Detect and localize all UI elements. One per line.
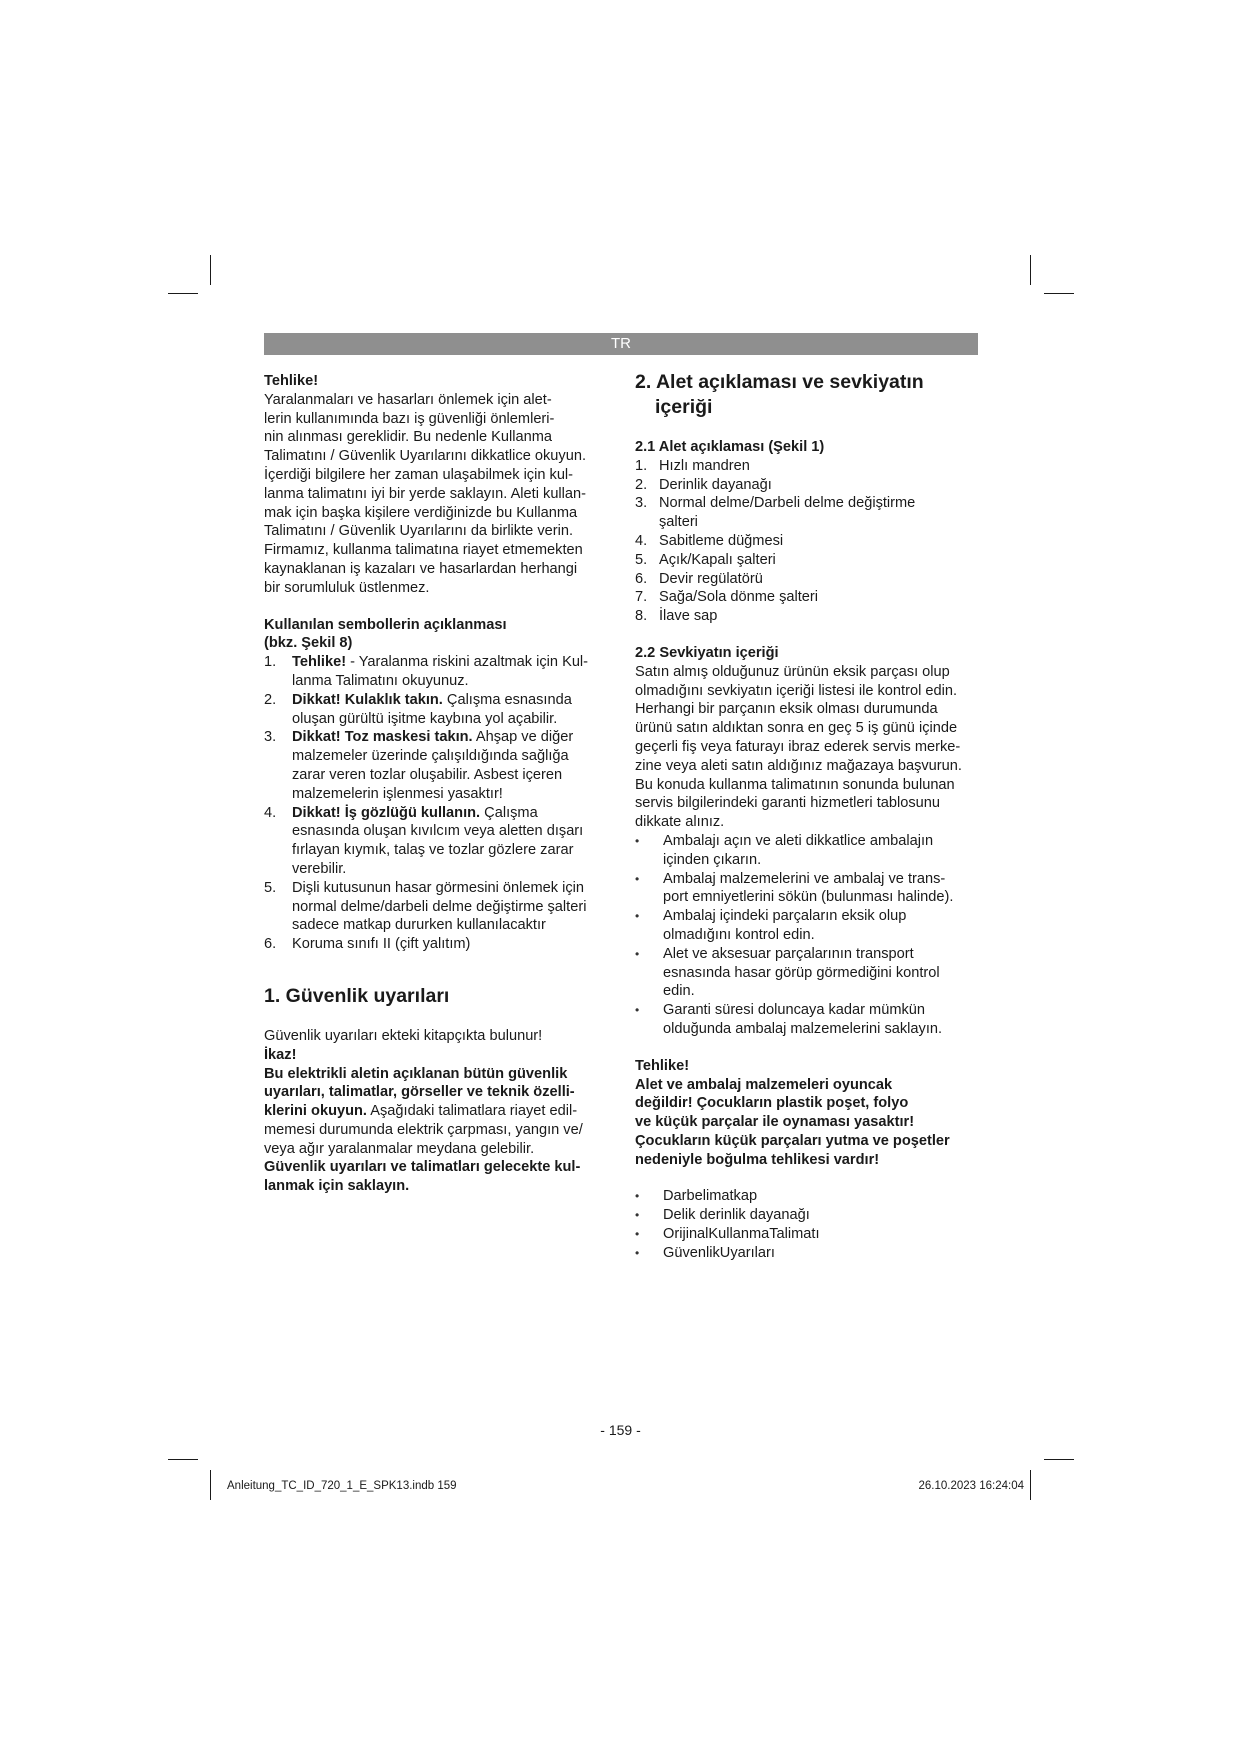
text-line: bir sorumluluk üstlenmez. [264, 579, 430, 596]
crop-mark [210, 255, 211, 285]
file-info: Anleitung_TC_ID_720_1_E_SPK13.indb 159 [227, 1480, 457, 1492]
text-line: lanma talimatını iyi bir yerde saklayın. Aleti kullan- [264, 485, 587, 502]
item-cont: edin. [663, 983, 695, 1000]
language-header: TR [264, 333, 978, 355]
item-text: Ambalajı açın ve aleti dikkatlice ambalajın içinden çıkarın. [663, 832, 934, 868]
item-cont: normal delme/darbeli delme değiştirme şalteri [292, 898, 587, 915]
item-cont: sadece matkap dururken kullanılacaktır [292, 917, 546, 934]
text-line: olmadığını sevkiyatın içeriği listesi ile kontrol edin. [635, 682, 958, 699]
item-text: Sağa/Sola dönme şalteri [659, 589, 819, 606]
item-text: Alet ve aksesuar parçalarının transport esnasında hasar görüp görmediğini kontrol edin. [663, 945, 940, 1000]
text-line: ve küçük parçalar ile oynaması yasaktır! [635, 1114, 915, 1131]
item-rest: Ahşap ve diğer [472, 729, 574, 746]
item-bold: Dikkat! Toz maskesi takın. [292, 729, 473, 746]
item-cont: malzemeler üzerinde çalışıldığında sağlığa [292, 748, 569, 765]
text-line: uyarıları, talimatlar, görseller ve teknik özelli- [264, 1084, 575, 1101]
warning-paragraph [264, 1065, 624, 1159]
item-cont: oluşan gürültü işitme kaybına yol açabilir. [292, 710, 558, 727]
safety-heading: 1. Güvenlik uyarıları [264, 984, 450, 1007]
item-number: 4. [635, 532, 648, 549]
item-number: 6. [635, 570, 648, 587]
description-heading-cont: içeriği [655, 396, 713, 418]
symbol-item [264, 935, 624, 954]
item-text: Derinlik dayanağı [659, 476, 772, 493]
crop-mark [210, 1470, 211, 1500]
item-text: Garanti süresi doluncaya kadar mümkün olduğunda ambalaj malzemelerini saklayın. [663, 1002, 943, 1037]
delivery-subheading: 2.2 Sevkiyatın içeriği [635, 644, 779, 661]
text-line: nedeniyle boğulma tehlikesi vardır! [635, 1151, 880, 1168]
text-line: Talimatını / Güvenlik Uyarılarını da birlikte verin. [264, 523, 574, 540]
symbol-item [264, 879, 624, 935]
danger2-title: Tehlike! [635, 1057, 690, 1074]
text-line: Satın almış olduğunuz ürünün eksik parçası olup [635, 663, 950, 680]
item-number: 3. [264, 729, 277, 746]
danger-title: Tehlike! [264, 373, 319, 389]
part-item [635, 457, 980, 476]
item-number: 2. [635, 476, 648, 493]
item-number: 8. [635, 608, 648, 625]
bullet-icon: • [635, 1227, 640, 1242]
crop-mark [1044, 1459, 1074, 1460]
symbols-subtitle: (bkz. Şekil 8) [264, 635, 353, 652]
item-bold: Tehlike! [292, 654, 347, 671]
delivery-paragraph [635, 663, 980, 832]
warning-label: İkaz! [264, 1046, 297, 1063]
danger2-paragraph [635, 1076, 980, 1170]
delivery-bullets [635, 832, 980, 1039]
print-date: 26.10.2023 16:24:04 [918, 1480, 1024, 1492]
item-text: Ambalaj malzemelerini ve ambalaj ve trans- port emniyetlerini sökün (bulunması halinde). [663, 870, 954, 906]
item-number: 5. [635, 551, 648, 568]
item-cont: verebilir. [292, 860, 347, 877]
bullet-item [635, 832, 980, 870]
symbol-item [264, 691, 624, 729]
item-bold: Dikkat! Kulaklık takın. [292, 691, 443, 708]
bullet-icon: • [635, 1208, 640, 1223]
part-item [635, 476, 980, 495]
bullet-icon: • [635, 833, 640, 848]
crop-mark [168, 1459, 198, 1460]
text-line: Alet ve ambalaj malzemeleri oyuncak [635, 1076, 893, 1093]
crop-mark [1044, 293, 1074, 294]
item-text [292, 653, 624, 691]
item-text: Devir regülatörü [659, 570, 763, 587]
bullet-item [635, 1001, 980, 1039]
text-line: lerin kullanımında bazı iş güvenliği önlemleri- [264, 410, 555, 427]
item-text [292, 691, 624, 729]
item-text: Normal delme/Darbeli delme değiştirme şalteri [659, 495, 916, 531]
item-number: 7. [635, 589, 648, 606]
contents-item [635, 1206, 980, 1225]
right-column [635, 370, 980, 1263]
symbol-item [264, 804, 624, 879]
item-text: İlave sap [659, 608, 718, 625]
item-rest: Koruma sınıfı II (çift yalıtım) [292, 936, 471, 953]
item-text: Delik derinlik dayanağı [663, 1207, 810, 1224]
item-text [292, 879, 624, 935]
text-line: dikkate alınız. [635, 814, 725, 831]
item-number: 3. [635, 495, 648, 512]
description-subheading: 2.1 Alet açıklaması (Şekil 1) [635, 439, 825, 455]
text-line: servis bilgilerindeki garanti hizmetleri tablosunu [635, 795, 940, 812]
text-line: Güvenlik uyarıları ve talimatları gelecekte kul- [264, 1159, 581, 1176]
item-cont: olmadığını kontrol edin. [663, 926, 815, 943]
keep-instructions [264, 1158, 624, 1196]
item-cont: fırlayan kıymık, talaş ve tozlar gözlere zarar [292, 842, 574, 859]
text-line: Bu konuda kullanma talimatının sonunda bulunan [635, 776, 955, 793]
text-line: ürünü satın aldıktan sonra en geç 5 iş günü içinde [635, 720, 958, 737]
symbol-item [264, 653, 624, 691]
item-cont: zarar veren tozlar oluşabilir. Asbest içeren [292, 766, 563, 783]
item-text [292, 804, 624, 879]
part-item [635, 551, 980, 570]
item-text [292, 935, 624, 954]
crop-mark [168, 293, 198, 294]
parts-list [635, 457, 980, 626]
item-cont: şalteri [659, 514, 698, 531]
item-number: 1. [635, 457, 648, 474]
bullet-icon: • [635, 871, 640, 886]
item-text: OrijinalKullanmaTalimatı [663, 1226, 820, 1243]
danger-paragraph [264, 391, 624, 598]
item-number: 1. [264, 654, 277, 671]
bullet-icon: • [635, 1245, 640, 1260]
item-rest: Dişli kutusunun hasar görmesini önlemek için [292, 879, 585, 896]
text-line: Talimatını / Güvenlik Uyarılarını dikkatlice okuyun. [264, 448, 587, 465]
crop-mark [1030, 1470, 1031, 1500]
contents-item [635, 1225, 980, 1244]
item-number: 6. [264, 936, 277, 953]
text-line: veya ağır yaralanmalar meydana gelebilir. [264, 1140, 535, 1157]
part-item [635, 494, 980, 532]
item-bold: Dikkat! İş gözlüğü kullanın. [292, 804, 481, 821]
item-cont: lanma Talimatını okuyunuz. [292, 672, 469, 689]
text-line: Yaralanmaları ve hasarları önlemek için alet- [264, 391, 552, 408]
item-number: 2. [264, 691, 277, 708]
symbols-list [264, 653, 624, 954]
contents-item [635, 1244, 980, 1263]
text-line: İçerdiği bilgilere her zaman ulaşabilmek için kul- [264, 466, 574, 483]
safety-intro: Güvenlik uyarıları ekteki kitapçıkta bulunur! [264, 1027, 543, 1044]
contents-list [635, 1187, 980, 1262]
text-line: kaynaklanan iş kazaları ve hasarlardan herhangi [264, 560, 578, 577]
item-number: 4. [264, 804, 277, 821]
bullet-icon: • [635, 1189, 640, 1204]
bullet-icon: • [635, 946, 640, 961]
part-item [635, 588, 980, 607]
part-item [635, 532, 980, 551]
item-text: Açık/Kapalı şalteri [659, 551, 776, 568]
text-line: memesi durumunda elektrik çarpması, yangın ve/ [264, 1121, 583, 1138]
text-line: değildir! Çocukların plastik poşet, folyo [635, 1095, 909, 1112]
part-item [635, 570, 980, 589]
text-line: zine veya aleti satın aldığınız mağazaya başvurun. [635, 757, 962, 774]
item-rest: - Yaralanma riskini azaltmak için Kul- [346, 654, 589, 671]
item-cont: esnasında oluşan kıvılcım veya aletten dışarı [292, 823, 584, 840]
bullet-item [635, 907, 980, 945]
page-number: - 159 - [600, 1422, 641, 1438]
text-line: nin alınması gereklidir. Bu nedenle Kullanma [264, 429, 552, 446]
item-text: Sabitleme düğmesi [659, 532, 784, 549]
text-bold: klerini okuyun. [264, 1103, 367, 1120]
text-rest: Aşağıdaki talimatlara riayet edil- [367, 1103, 578, 1120]
crop-mark [1030, 255, 1031, 285]
item-text: GüvenlikUyarıları [663, 1244, 775, 1261]
description-heading: 2. Alet açıklaması ve sevkiyatın [635, 371, 924, 393]
item-cont: malzemelerin işlenmesi yasaktır! [292, 785, 503, 802]
item-cont: olduğunda ambalaj malzemelerini saklayın. [663, 1020, 943, 1037]
bullet-icon: • [635, 1003, 640, 1018]
item-number: 5. [264, 879, 277, 896]
item-text: Hızlı mandren [659, 457, 750, 474]
item-rest: Çalışma esnasında [442, 691, 572, 708]
text-line: Herhangi bir parçanın eksik olması durumunda [635, 701, 938, 718]
text-line: geçerli fiş veya faturayı ibraz ederek servis merke- [635, 738, 961, 755]
contents-item [635, 1187, 980, 1206]
item-cont: port emniyetlerini sökün (bulunması halinde). [663, 889, 954, 906]
bullet-icon: • [635, 909, 640, 924]
left-column [264, 372, 624, 1196]
item-cont: esnasında hasar görüp görmediğini kontrol [663, 964, 940, 981]
text-line: Firmamız, kullanma talimatına riayet etmemekten [264, 542, 583, 559]
item-rest: Çalışma [480, 804, 538, 821]
text-line: lanmak için saklayın. [264, 1178, 410, 1195]
item-cont: içinden çıkarın. [663, 851, 762, 868]
text-line: Bu elektrikli aletin açıklanan bütün güvenlik [264, 1065, 568, 1082]
item-text [292, 728, 624, 803]
symbols-title: Kullanılan sembollerin açıklanması [264, 616, 507, 633]
part-item [635, 607, 980, 626]
text-line: Çocukların küçük parçaları yutma ve poşetler [635, 1132, 950, 1149]
item-text: Ambalaj içindeki parçaların eksik olup olmadığını kontrol edin. [663, 908, 907, 943]
item-text: Darbelimatkap [663, 1188, 758, 1205]
bullet-item [635, 870, 980, 908]
symbol-item [264, 728, 624, 803]
text-line [264, 1102, 624, 1121]
text-line: mak için başka kişilere verdiğinizde bu Kullanma [264, 504, 578, 521]
bullet-item [635, 945, 980, 1001]
